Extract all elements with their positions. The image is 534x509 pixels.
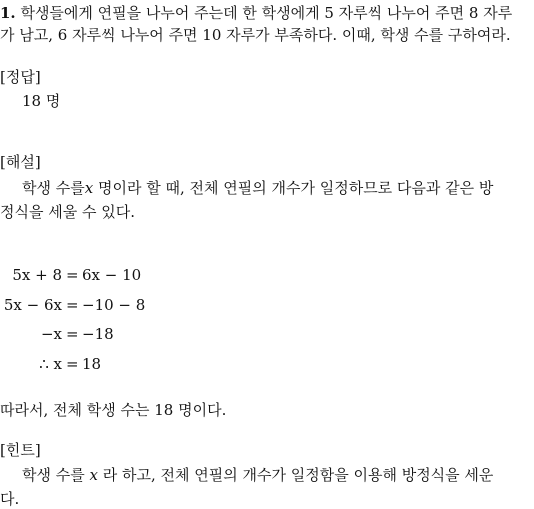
variable-x: x <box>89 466 98 484</box>
equals-sign: = <box>66 355 79 373</box>
explanation-text-a: 학생 수를 <box>22 179 85 197</box>
equation-lhs: 5x − 6x <box>3 296 62 314</box>
variable-x: x <box>84 179 94 197</box>
hint-heading: [힌트] <box>0 441 41 459</box>
explanation-line-1 <box>22 177 493 198</box>
answer-value: 18 명 <box>22 92 61 110</box>
equation-row <box>0 355 180 375</box>
problem-number: 1. <box>0 4 16 22</box>
equation-lhs: ∴ x <box>39 355 62 373</box>
problem-text-1: 학생들에게 연필을 나누어 주는데 한 학생에게 5 자루씩 나누어 주면 8 자루 <box>20 4 513 22</box>
equation-rhs: 18 <box>82 355 102 373</box>
answer-heading: [정답] <box>0 68 41 86</box>
equation-row <box>0 266 180 286</box>
hint-line-1 <box>22 464 493 485</box>
equation-row <box>0 325 180 345</box>
equals-sign: = <box>66 266 79 284</box>
equation-rhs: 6x − 10 <box>82 266 142 284</box>
problem-line-2: 가 남고, 6 자루씩 나누어 주면 10 자루가 부족하다. 이때, 학생 수를 구하여라. <box>0 26 511 44</box>
hint-line-2: 다. <box>0 490 20 508</box>
equation-row <box>0 296 180 316</box>
explanation-text-b: 명이라 할 때, 전체 연필의 개수가 일정하므로 다음과 같은 방 <box>93 179 494 197</box>
equation-lhs: 5x + 8 <box>12 266 62 284</box>
explanation-conclusion: 따라서, 전체 학생 수는 18 명이다. <box>0 401 227 419</box>
hint-text-a: 학생 수를 <box>22 466 90 484</box>
explanation-heading: [해설] <box>0 153 41 171</box>
equals-sign: = <box>66 296 79 314</box>
explanation-line-2: 정식을 세울 수 있다. <box>0 203 135 221</box>
problem-line-1 <box>0 2 512 23</box>
equation-lhs: −x <box>40 325 62 343</box>
equals-sign: = <box>66 325 79 343</box>
equation-rhs: −18 <box>82 325 114 343</box>
hint-text-b: 라 하고, 전체 연필의 개수가 일정함을 이용해 방정식을 세운 <box>97 466 494 484</box>
equation-rhs: −10 − 8 <box>82 296 146 314</box>
